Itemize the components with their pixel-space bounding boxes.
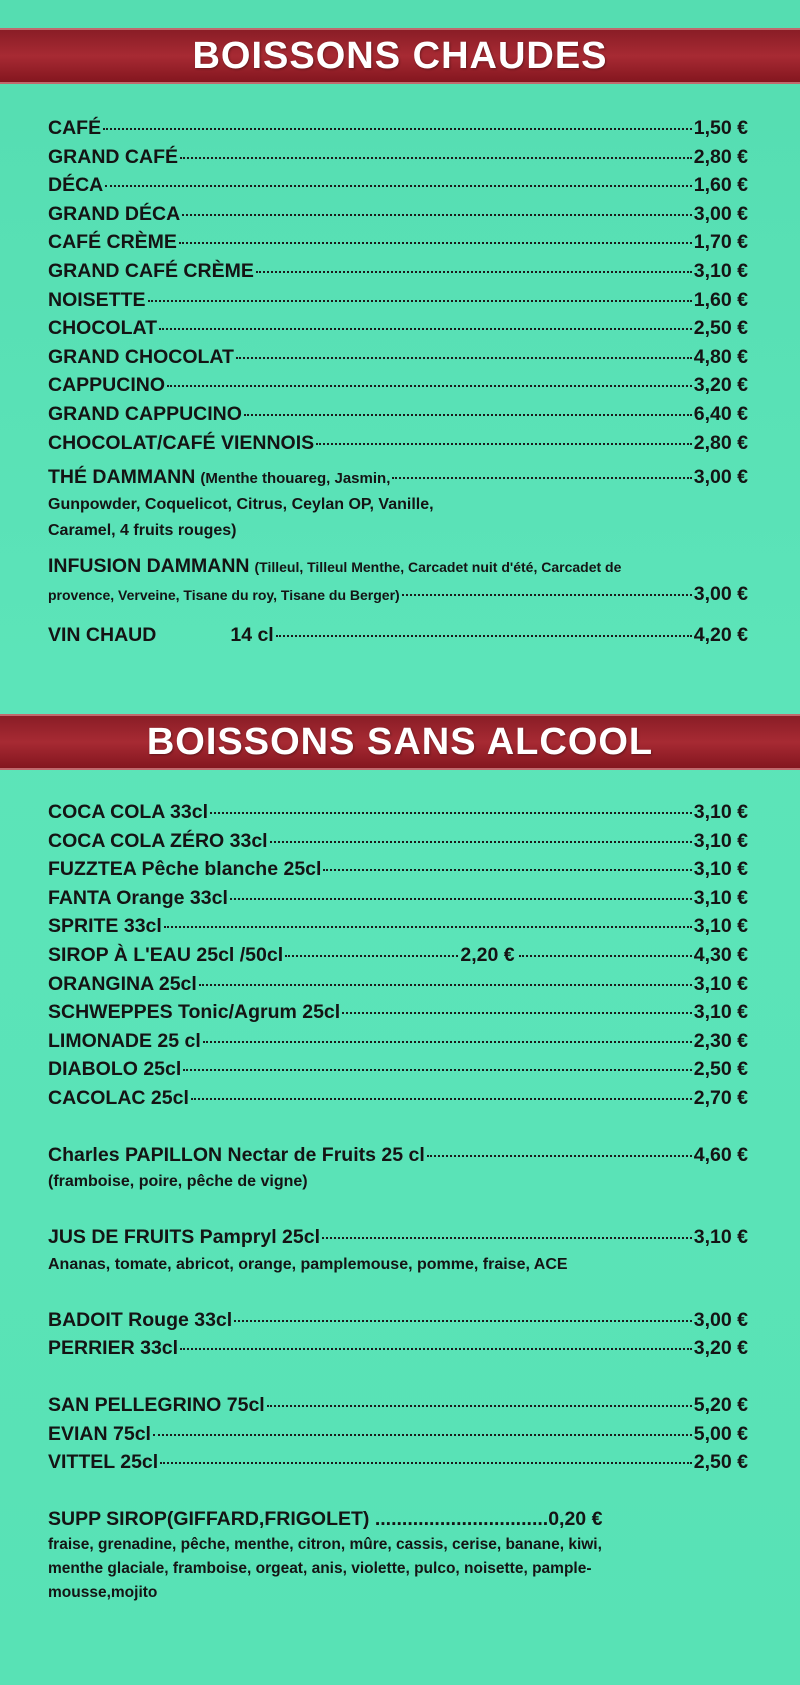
item-name: LIMONADE 25 cl — [48, 1029, 201, 1052]
item-name: PERRIER 33cl — [48, 1337, 179, 1360]
menu-item — [48, 1334, 748, 1363]
item-detail: mousse,mojito — [48, 1584, 158, 1602]
menu-item — [48, 1084, 748, 1113]
dot-leader — [203, 1041, 692, 1043]
dot-leader — [519, 955, 692, 957]
dot-leader — [267, 1405, 692, 1407]
item-price: 1,50 € — [693, 117, 748, 139]
item-price: 3,00 € — [693, 202, 748, 225]
item-price: 3,10 € — [693, 1001, 748, 1024]
menu-item — [48, 1391, 748, 1420]
dot-leader — [342, 1012, 692, 1014]
item-price: 2,70 € — [693, 1086, 748, 1109]
dot-leader — [323, 869, 691, 871]
menu-item — [48, 200, 748, 229]
menu-item — [48, 998, 748, 1027]
item-price: 2,80 € — [693, 145, 748, 168]
hot-drinks-list — [48, 114, 748, 650]
item-name: CHOCOLAT — [48, 317, 158, 340]
menu-item — [48, 114, 748, 143]
item-price: 1,60 € — [693, 288, 748, 311]
menu-item — [48, 257, 748, 286]
item-detail: (framboise, poire, pêche de vigne) — [48, 1173, 308, 1191]
item-detail: Caramel, 4 fruits rouges) — [48, 521, 237, 539]
menu-item-supp-sirop: SUPP SIROP(GIFFARD,FRIGOLET) ................................ 0,20 € — [48, 1507, 603, 1530]
item-price: 5,00 € — [693, 1422, 748, 1445]
section-title: BOISSONS CHAUDES — [192, 34, 608, 77]
menu-item — [48, 855, 748, 884]
item-price: 3,20 € — [693, 1337, 748, 1360]
item-name: VITTEL 25cl — [48, 1451, 159, 1474]
menu-item — [48, 1027, 748, 1056]
menu-item-vin-chaud: VIN CHAUD 14 cl 4,20 € — [48, 623, 748, 646]
dot-leader — [160, 1462, 692, 1464]
item-name: GRAND CAFÉ — [48, 145, 178, 168]
item-name: DIABOLO 25cl — [48, 1058, 182, 1081]
menu-item — [48, 798, 748, 827]
menu-item — [48, 228, 748, 257]
dot-leader — [236, 357, 692, 359]
dot-leader — [199, 984, 692, 986]
item-name: ORANGINA 25cl — [48, 972, 197, 995]
item-price: 2,50 € — [693, 317, 748, 340]
item-price: 3,10 € — [693, 915, 748, 938]
dot-leader — [285, 955, 458, 957]
dot-leader — [392, 477, 691, 479]
menu-item — [48, 343, 748, 372]
dot-leader — [244, 414, 692, 416]
item-price: 2,50 € — [693, 1451, 748, 1474]
item-price: 2,50 € — [693, 1058, 748, 1081]
dot-leader — [180, 157, 692, 159]
dot-leader — [270, 841, 692, 843]
item-price: 3,10 € — [693, 972, 748, 995]
item-price: 3,20 € — [693, 374, 748, 397]
dot-leader — [191, 1098, 692, 1100]
item-name: EVIAN 75cl — [48, 1422, 151, 1445]
item-price: 3,10 € — [693, 886, 748, 909]
dot-leader — [167, 385, 692, 387]
menu-item — [48, 171, 748, 200]
menu-item — [48, 827, 748, 856]
menu-item — [48, 1306, 748, 1335]
section-title: BOISSONS SANS ALCOOL — [146, 720, 654, 763]
item-price: 3,10 € — [693, 829, 748, 852]
item-name: SAN PELLEGRINO 75cl — [48, 1393, 265, 1416]
item-detail: Gunpowder, Coquelicot, Citrus, Ceylan OP, Vanille, — [48, 495, 434, 513]
item-name: BADOIT Rouge 33cl — [48, 1308, 233, 1331]
item-name: GRAND CHOCOLAT — [48, 345, 234, 368]
dot-leader — [276, 635, 692, 637]
item-price: 1,60 € — [693, 174, 748, 197]
menu-item — [48, 1448, 748, 1477]
item-detail: menthe glaciale, framboise, orgeat, anis, violette, pulco, noisette, pample- — [48, 1560, 592, 1578]
item-name: COCA COLA ZÉRO 33cl — [48, 829, 268, 852]
dot-leader — [148, 300, 692, 302]
dot-leader — [183, 1069, 691, 1071]
menu-item — [48, 371, 748, 400]
menu-item-the: THÉ DAMMANN (Menthe thouareg, Jasmin, 3,00 € — [48, 466, 748, 489]
item-price: 6,40 € — [693, 402, 748, 425]
item-price: 2,30 € — [693, 1029, 748, 1052]
dot-leader — [159, 328, 692, 330]
item-price: 3,00 € — [693, 1308, 748, 1331]
item-name: CAPPUCINO — [48, 374, 166, 397]
menu-item — [48, 286, 748, 315]
soft-drinks-list — [48, 798, 748, 1605]
item-detail: Ananas, tomate, abricot, orange, pamplemouse, pomme, fraise, ACE — [48, 1255, 568, 1273]
dot-leader — [179, 242, 692, 244]
menu-item — [48, 884, 748, 913]
menu-item-papillon: Charles PAPILLON Nectar de Fruits 25 cl 4,60 € — [48, 1143, 748, 1166]
section-banner-hot-drinks — [0, 28, 800, 84]
item-price: 1,70 € — [693, 231, 748, 254]
item-name: GRAND CAFÉ CRÈME — [48, 259, 254, 282]
item-name: DÉCA — [48, 174, 104, 197]
item-name: CHOCOLAT/CAFÉ VIENNOIS — [48, 431, 315, 454]
item-name: COCA COLA 33cl — [48, 801, 208, 823]
item-name: NOISETTE — [48, 288, 146, 311]
dot-leader — [402, 594, 692, 596]
dot-leader — [427, 1155, 692, 1157]
dot-leader — [322, 1237, 692, 1239]
menu-item — [48, 400, 748, 429]
section-banner-soft-drinks — [0, 714, 800, 770]
item-name: SCHWEPPES Tonic/Agrum 25cl — [48, 1001, 341, 1024]
item-name: FANTA Orange 33cl — [48, 886, 228, 909]
dot-leader — [153, 1434, 692, 1436]
menu-item — [48, 429, 748, 458]
menu-item — [48, 970, 748, 999]
item-name: CACOLAC 25cl — [48, 1086, 189, 1109]
dot-leader — [164, 926, 692, 928]
item-name: GRAND CAPPUCINO — [48, 402, 242, 425]
dot-leader — [105, 185, 692, 187]
menu-item-jus: JUS DE FRUITS Pampryl 25cl 3,10 € — [48, 1226, 748, 1249]
dot-leader — [230, 898, 692, 900]
menu-item-sirop: SIROP À L'EAU 25cl /50cl 2,20 € 4,30 € — [48, 943, 748, 966]
item-name: CAFÉ — [48, 117, 102, 139]
item-name: GRAND DÉCA — [48, 202, 181, 225]
item-price: 4,80 € — [693, 345, 748, 368]
item-price: 3,10 € — [693, 858, 748, 881]
item-price: 2,80 € — [693, 431, 748, 454]
dot-leader — [256, 271, 692, 273]
menu-item — [48, 143, 748, 172]
menu-item — [48, 1420, 748, 1449]
item-detail: fraise, grenadine, pêche, menthe, citron, mûre, cassis, cerise, banane, kiwi, — [48, 1536, 602, 1554]
item-price: 3,10 € — [693, 801, 748, 823]
menu-item — [48, 912, 748, 941]
dot-leader — [210, 812, 692, 814]
dot-leader — [103, 128, 692, 130]
item-name: FUZZTEA Pêche blanche 25cl — [48, 858, 322, 881]
item-price: 5,20 € — [693, 1393, 748, 1416]
item-name: SPRITE 33cl — [48, 915, 162, 938]
dot-leader — [316, 443, 692, 445]
item-name: CAFÉ CRÈME — [48, 231, 177, 254]
dot-leader — [180, 1348, 692, 1350]
menu-item — [48, 1055, 748, 1084]
item-price: 3,10 € — [693, 259, 748, 282]
menu-item-infusion: INFUSION DAMMANN (Tilleul, Tilleul Menthe, Carcadet nuit d'été, Carcadet de — [48, 554, 622, 577]
menu-item — [48, 314, 748, 343]
dot-leader — [234, 1320, 692, 1322]
menu-item-infusion-cont: provence, Verveine, Tisane du roy, Tisane du Berger) 3,00 € — [48, 583, 748, 606]
dot-leader — [182, 214, 692, 216]
